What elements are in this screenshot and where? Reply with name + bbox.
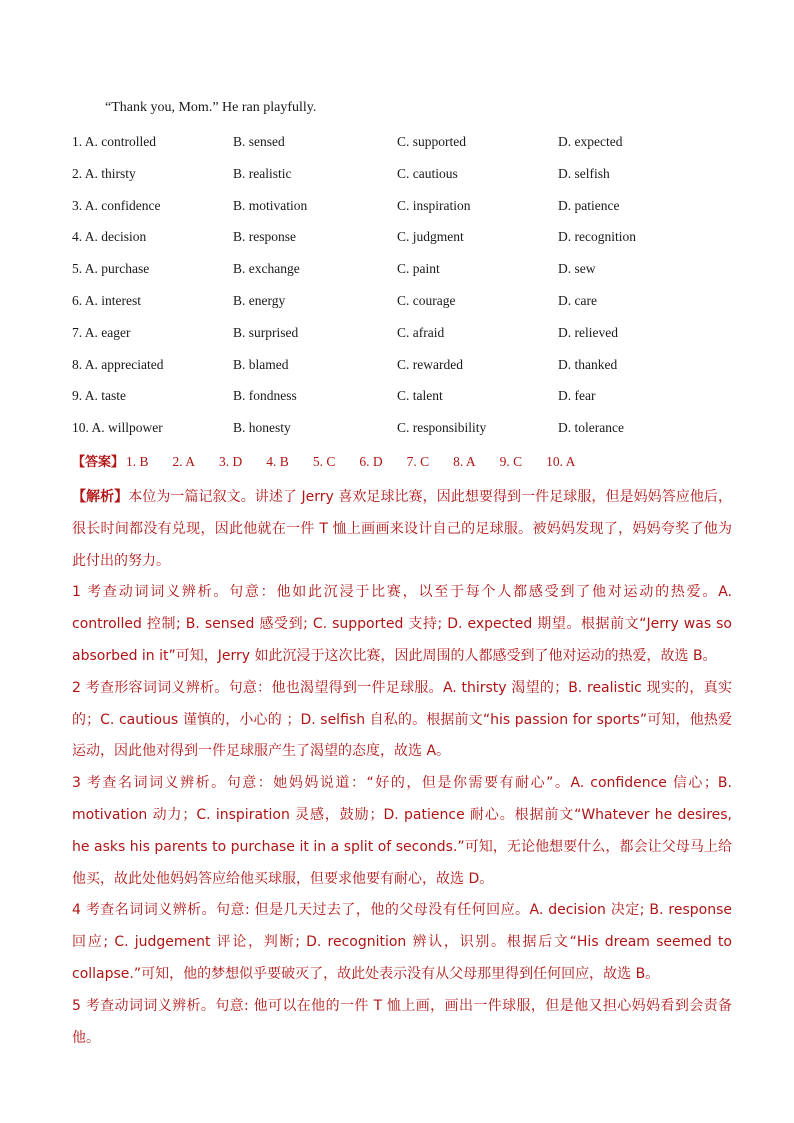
answer-item: 7. C — [406, 454, 430, 469]
option-row — [72, 386, 732, 418]
option-row — [72, 164, 732, 196]
option-a: 8. A. appreciated — [72, 356, 164, 372]
answer-item: 1. B — [126, 454, 149, 469]
option-a: 9. A. taste — [72, 388, 126, 404]
option-d: D. fear — [558, 388, 596, 404]
option-d: D. relieved — [558, 324, 618, 340]
option-d: D. tolerance — [558, 420, 624, 436]
analysis-note: 5 考查动词词义辨析。句意: 他可以在他的一件 T 恤上画，画出一件球服，但是他又担心妈妈看到会责备他。 — [72, 997, 732, 1046]
answer-item: 8. A — [453, 454, 476, 469]
option-row — [72, 323, 732, 355]
options-table — [72, 132, 732, 450]
option-a: 2. A. thirsty — [72, 165, 136, 181]
option-b: B. realistic — [233, 165, 292, 181]
answer-item: 6. D — [359, 454, 383, 469]
answer-item: 2. A — [172, 454, 196, 469]
option-row — [72, 227, 732, 259]
option-d: D. thanked — [558, 356, 618, 372]
option-c: C. inspiration — [397, 197, 471, 213]
option-d: D. recognition — [558, 229, 636, 245]
answer-tag: 【答案】 — [72, 455, 125, 470]
option-row — [72, 291, 732, 323]
option-b: B. fondness — [233, 388, 297, 404]
option-c: C. supported — [397, 134, 466, 149]
option-a: 1. A. controlled — [72, 134, 156, 149]
option-a: 10. A. willpower — [72, 420, 163, 436]
option-row — [72, 355, 732, 387]
analysis-section — [72, 482, 732, 1054]
analysis-note: 1 考查动词词义辨析。句意：他如此沉浸于比赛，以至于每个人都感受到了他对运动的热爱。A. controlled 控制; B. sensed 感受到; C. supported 支持; D. expected 期望。根据前文“Jerry was so absorbed in it”可知，Jerry 如此沉浸于这次比赛，因此周围的人都感受到了他对运动的热爱，故选 B。 — [72, 584, 732, 664]
option-row — [72, 259, 732, 291]
option-d: D. expected — [558, 134, 623, 149]
option-row — [72, 196, 732, 228]
option-b: B. response — [233, 229, 296, 245]
option-a: 3. A. confidence — [72, 197, 161, 213]
answer-key — [72, 451, 599, 470]
option-b: B. sensed — [233, 134, 285, 149]
option-row — [72, 132, 732, 164]
option-d: D. sew — [558, 261, 596, 277]
analysis-note: 4 考查名词词义辨析。句意: 但是几天过去了，他的父母没有任何回应。A. decision 决定; B. response 回应; C. judgement 评论，判断; D. recognition 辨认，识别。根据后文“His dream seemed to collapse.”可知，他的梦想似乎要破灭了，故此处表示没有从父母那里得到任何回应，故选 B。 — [72, 902, 732, 982]
option-a: 4. A. decision — [72, 229, 147, 245]
option-a: 7. A. eager — [72, 324, 131, 340]
answer-item: 3. D — [219, 454, 243, 469]
passage-closing-line: “Thank you, Mom.” He ran playfully. — [105, 100, 317, 115]
option-b: B. honesty — [233, 420, 291, 436]
option-b: B. energy — [233, 292, 286, 308]
option-a: 6. A. interest — [72, 292, 141, 308]
analysis-summary — [72, 482, 732, 577]
answer-item: 10. A — [546, 454, 576, 469]
option-c: C. talent — [397, 388, 443, 404]
answer-item: 4. B — [266, 454, 289, 469]
analysis-note: 2 考查形容词词义辨析。句意：他也渴望得到一件足球服。A. thirsty 渴望的；B. realistic 现实的，真实的；C. cautious 谨慎的，小心的 ；D. selfish 自私的。根据前文“his passion for sports”可知，他热爱运动，因此他对得到一件足球服产生了渴望的态度，故选 A。 — [72, 679, 732, 760]
analysis-summary-text: 本位为一篇记叙文。讲述了 Jerry 喜欢足球比赛，因此想要得到一件足球服，但是妈妈答应他后，很长时间都没有兑现，因此他就在一件 T 恤上画画来设计自己的足球服。被妈妈发现了，妈妈夸奖了他为此付出的努力。 — [72, 489, 732, 569]
answer-item: 9. C — [499, 454, 523, 469]
option-c: C. afraid — [397, 324, 445, 340]
option-b: B. surprised — [233, 324, 299, 340]
option-b: B. motivation — [233, 197, 308, 213]
option-a: 5. A. purchase — [72, 261, 150, 277]
option-c: C. cautious — [397, 165, 458, 181]
option-b: B. exchange — [233, 261, 300, 277]
answer-item: 5. C — [312, 454, 336, 469]
option-c: C. responsibility — [397, 420, 487, 436]
option-c: C. judgment — [397, 229, 464, 245]
option-d: D. care — [558, 292, 597, 308]
option-c: C. paint — [397, 261, 440, 277]
option-c: C. courage — [397, 292, 456, 308]
analysis-note: 3 考查名词词义辨析。句意：她妈妈说道：“好的，但是你需要有耐心”。A. confidence 信心；B. motivation 动力；C. inspiration 灵感，鼓励；D. patience 耐心。根据前文“Whatever he desires, he asks his parents to purchase it in a split of seconds.”可知，无论他想要什么，都会让父母马上给他买，故此处他妈妈答应给他买球服，但要求他要有耐心，故选 D。 — [72, 775, 732, 887]
option-d: D. patience — [558, 197, 620, 213]
analysis-tag: 【解析】 — [72, 489, 129, 505]
option-row — [72, 418, 732, 450]
option-b: B. blamed — [233, 356, 289, 372]
option-d: D. selfish — [558, 165, 610, 181]
option-c: C. rewarded — [397, 356, 463, 372]
